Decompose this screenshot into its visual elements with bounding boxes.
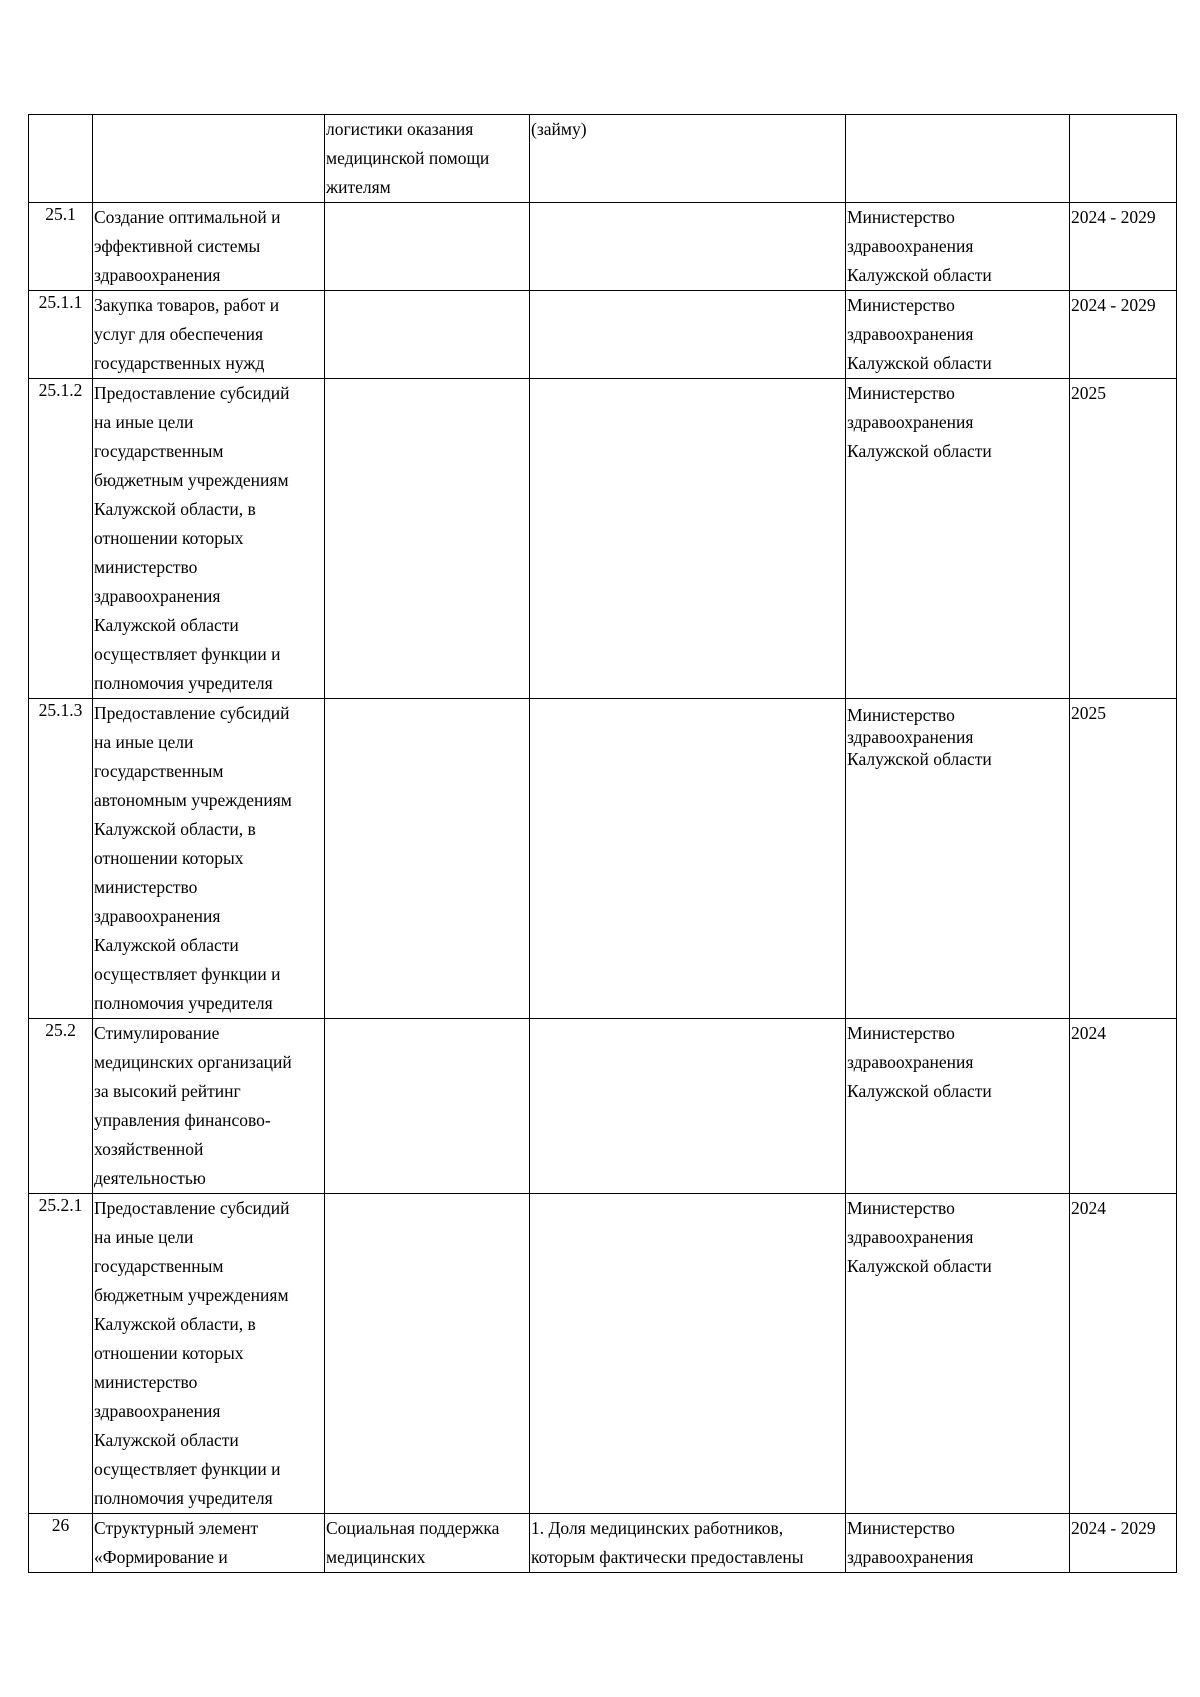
period-cell: 2025 [1070,699,1177,1019]
row-number: 25.1.2 [29,379,93,699]
measure-name: Стимулирование медицинских организаций за высокий рейтинг управления финансово- хозяйственной деятельностью [93,1019,325,1194]
row-number: 25.1.1 [29,291,93,379]
measure-name: Предоставление субсидий на иные цели государственным бюджетным учреждениям Калужской области, в отношении которых министерство здравоохранения Калужской области осуществляет функции и полномочия учредителя [93,1194,325,1514]
row-number: 25.2.1 [29,1194,93,1514]
period-cell: 2025 [1070,379,1177,699]
period-cell: 2024 - 2029 [1070,203,1177,291]
task-cell [325,1019,530,1194]
period-cell [1070,115,1177,203]
table-row [29,291,1177,379]
measure-name: Предоставление субсидий на иные цели государственным бюджетным учреждениям Калужской области, в отношении которых министерство здравоохранения Калужской области осуществляет функции и полномочия учредителя [93,379,325,699]
measure-name: Закупка товаров, работ и услуг для обеспечения государственных нужд [93,291,325,379]
measure-name: Предоставление субсидий на иные цели государственным автономным учреждениям Калужской области, в отношении которых министерство здравоохранения Калужской области осуществляет функции и полномочия учредителя [93,699,325,1019]
row-number: 26 [29,1514,93,1573]
period-cell: 2024 [1070,1194,1177,1514]
table-row [29,1514,1177,1573]
task-cell [325,291,530,379]
task-cell [325,379,530,699]
indicator-cell [530,1019,846,1194]
table-row [29,203,1177,291]
period-cell: 2024 - 2029 [1070,291,1177,379]
measures-table [28,114,1177,1573]
indicator-cell [530,203,846,291]
responsible-cell: Министерство здравоохранения Калужской области [846,379,1070,699]
responsible-cell: Министерство здравоохранения Калужской области [846,1019,1070,1194]
row-number: 25.2 [29,1019,93,1194]
task-cell: Социальная поддержка медицинских [325,1514,530,1573]
row-number: 25.1.3 [29,699,93,1019]
measure-name [93,115,325,203]
task-cell [325,203,530,291]
responsible-cell [846,115,1070,203]
task-cell [325,1194,530,1514]
responsible-cell: Министерство здравоохранения Калужской области [846,1194,1070,1514]
indicator-cell [530,699,846,1019]
task-cell: логистики оказания медицинской помощи жителям [325,115,530,203]
responsible-cell: Министерство здравоохранения [846,1514,1070,1573]
table-row [29,1019,1177,1194]
task-cell [325,699,530,1019]
row-number [29,115,93,203]
responsible-cell: Министерство здравоохранения Калужской области [846,699,1070,1019]
table-row [29,379,1177,699]
row-number: 25.1 [29,203,93,291]
indicator-cell [530,379,846,699]
indicator-cell [530,1194,846,1514]
period-cell: 2024 - 2029 [1070,1514,1177,1573]
table-row [29,1194,1177,1514]
measure-name: Создание оптимальной и эффективной системы здравоохранения [93,203,325,291]
table-row [29,115,1177,203]
indicator-cell: 1. Доля медицинских работников, которым фактически предоставлены [530,1514,846,1573]
measure-name: Структурный элемент «Формирование и [93,1514,325,1573]
table-row [29,699,1177,1019]
responsible-cell: Министерство здравоохранения Калужской области [846,291,1070,379]
period-cell: 2024 [1070,1019,1177,1194]
indicator-cell: (займу) [530,115,846,203]
indicator-cell [530,291,846,379]
responsible-cell: Министерство здравоохранения Калужской области [846,203,1070,291]
